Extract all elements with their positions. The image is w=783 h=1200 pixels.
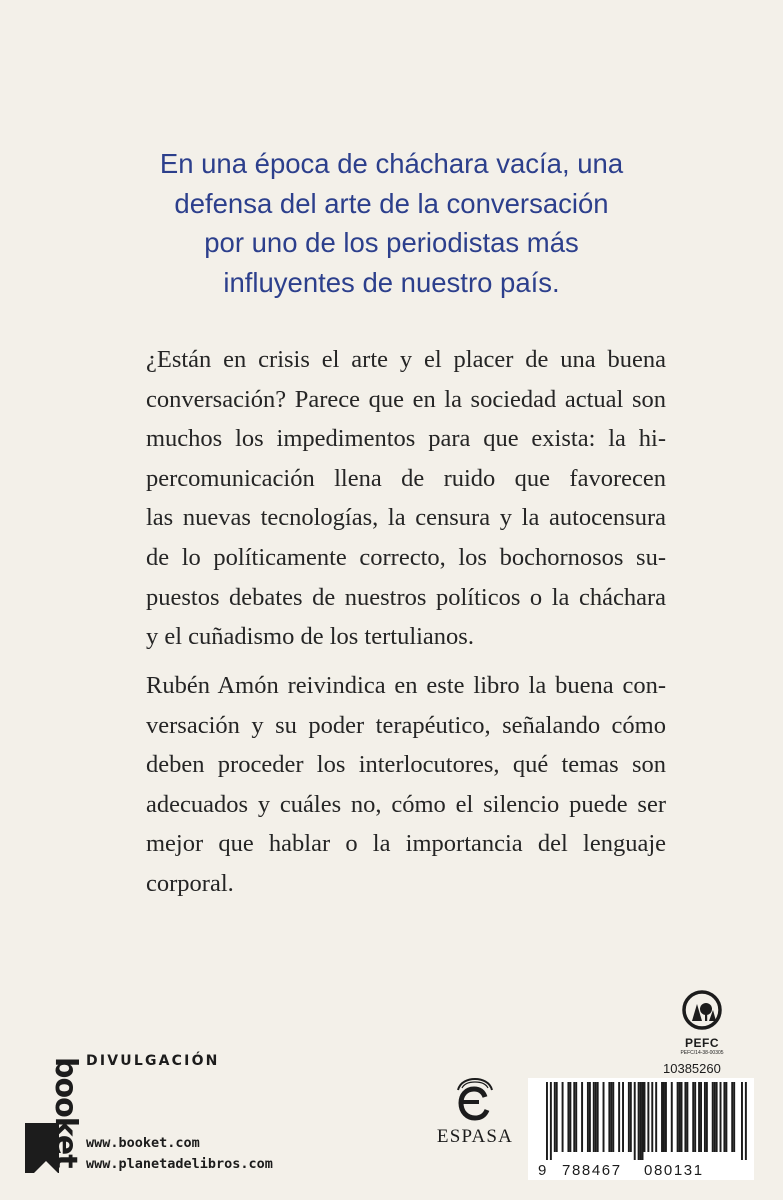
barcode-bar (704, 1082, 706, 1152)
barcode-bar (562, 1082, 564, 1152)
barcode-bar (647, 1082, 649, 1152)
paragraph-line: muchos los impedimentos para que exista: la hi- (146, 425, 666, 453)
barcode-bar (608, 1082, 610, 1152)
genre-label: DIVULGACIÓN (86, 1053, 220, 1069)
tagline-line: influyentes de nuestro país. (223, 266, 560, 298)
paragraph-line: las nuevas tecnologías, la censura y la autocensura (146, 504, 666, 532)
espasa-logo (433, 1076, 517, 1156)
internal-code: 10385260 (663, 1061, 721, 1076)
barcode-bar (581, 1082, 583, 1152)
barcode-bar (630, 1082, 632, 1152)
isbn-barcode-icon (540, 1080, 750, 1160)
barcode-bar (698, 1082, 700, 1152)
barcode-bar (716, 1082, 718, 1152)
paragraph-line: ¿Están en crisis el arte y el placer de una buena (146, 346, 666, 373)
booket-logo-icon (22, 1055, 83, 1177)
publisher-name: ESPASA (436, 1126, 514, 1147)
barcode-bar (741, 1082, 743, 1160)
barcode-bar (573, 1082, 575, 1152)
barcode-bar (720, 1082, 722, 1152)
barcode-bar (644, 1082, 646, 1152)
paragraph-line: conversación? Parece que en la sociedad actual son (146, 385, 666, 413)
barcode-bar (597, 1082, 599, 1152)
barcode-bar (589, 1082, 591, 1152)
barcode-bar (610, 1082, 612, 1152)
barcode-bar (628, 1082, 630, 1152)
tagline-line: defensa del arte de la conversación (174, 187, 609, 219)
barcode-bar (700, 1082, 702, 1152)
barcode-bar (618, 1082, 620, 1152)
barcode-bar (587, 1082, 589, 1152)
barcode-bar (634, 1082, 636, 1160)
barcode-bar (679, 1082, 681, 1152)
barcode-bar (694, 1082, 696, 1152)
barcode-bar (603, 1082, 605, 1152)
barcode-bar (745, 1082, 747, 1160)
barcode-bar (684, 1082, 686, 1152)
barcode-bar (655, 1082, 657, 1152)
paragraph-line: Rubén Amón reivindica en este libro la buena con- (146, 672, 666, 699)
barcode-bar (731, 1082, 733, 1152)
tagline-line: por uno de los periodistas más (204, 227, 579, 258)
paragraph-line: puestos debates de nuestros políticos o la cháchara (146, 583, 666, 611)
booket-logo-text: booket (48, 1057, 83, 1168)
barcode-bar (712, 1082, 714, 1152)
pefc-label: PEFC (684, 1036, 719, 1050)
url-planeta: www.planetadelibros.com (86, 1156, 273, 1172)
barcode-bar (686, 1082, 688, 1152)
barcode-bar (593, 1082, 595, 1152)
barcode-bar (681, 1082, 683, 1152)
barcode-bar (622, 1082, 624, 1152)
barcode-bar (575, 1082, 577, 1152)
barcode-bar (640, 1082, 642, 1160)
barcode-bar (723, 1082, 725, 1152)
synopsis-paragraph-1 (146, 340, 666, 657)
espasa-e-emblem-icon (452, 1076, 498, 1122)
url-booket: www.booket.com (86, 1135, 200, 1151)
tagline (120, 144, 663, 302)
barcode-bar (677, 1082, 679, 1152)
barcode-bar (706, 1082, 708, 1152)
paragraph-line: deben proceder los interlocutores, qué temas son (146, 751, 666, 779)
barcode-lead-digit: 9 (538, 1162, 547, 1179)
pefc-tree-logo-icon (682, 990, 722, 1030)
barcode-bar (665, 1082, 667, 1152)
paragraph-line: versación y su poder terapéutico, señalando cómo (146, 711, 666, 739)
barcode-bar (554, 1082, 556, 1152)
publisher-urls (86, 1133, 273, 1175)
barcode-bar (550, 1082, 552, 1160)
barcode-bar (612, 1082, 614, 1152)
paragraph-line: de lo políticamente correcto, los bochornosos su- (146, 543, 666, 571)
barcode-bar (663, 1082, 665, 1152)
barcode-bar (642, 1082, 644, 1160)
pefc-certification (674, 990, 730, 1056)
paragraph-line: adecuados y cuáles no, cómo el silencio puede ser (146, 790, 666, 818)
synopsis-paragraph-2 (146, 666, 666, 904)
barcode-right-digits: 080131 (644, 1162, 704, 1179)
barcode-bar (714, 1082, 716, 1152)
barcode-bar (733, 1082, 735, 1152)
barcode-bar (567, 1082, 569, 1152)
barcode-bar (556, 1082, 558, 1152)
barcode-bar (595, 1082, 597, 1152)
paragraph-line: percomunicación llena de ruido que favorecen (146, 464, 666, 492)
barcode-bar (546, 1082, 548, 1160)
pefc-code: PEFC/14-38-00305 (680, 1050, 724, 1056)
tagline-line: En una época de cháchara vacía, una (159, 148, 624, 179)
barcode-bar (569, 1082, 571, 1152)
barcode-bar (638, 1082, 640, 1160)
paragraph-line: mejor que hablar o la importancia del lenguaje (146, 830, 666, 858)
barcode-bar (671, 1082, 673, 1152)
paragraph-line: corporal. (146, 869, 234, 897)
barcode-bar (661, 1082, 663, 1152)
barcode-bar (692, 1082, 694, 1152)
barcode-bar (725, 1082, 727, 1152)
barcode-left-digits: 788467 (562, 1162, 622, 1179)
barcode-bar (651, 1082, 653, 1152)
paragraph-line: y el cuñadismo de los tertulianos. (146, 623, 474, 651)
